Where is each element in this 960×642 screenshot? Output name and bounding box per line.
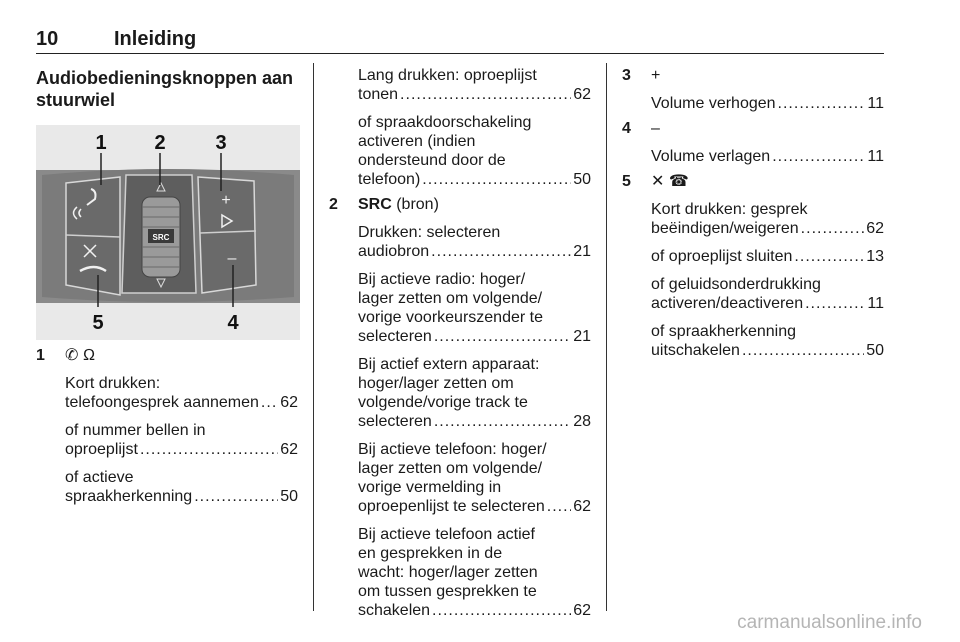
entry-reference-line bbox=[358, 412, 591, 431]
entry-line: wacht: hoger/lager zetten bbox=[358, 564, 538, 581]
legend-item bbox=[36, 346, 298, 506]
legend-item bbox=[622, 172, 884, 360]
legend-item bbox=[329, 195, 591, 620]
entry-text: selecteren bbox=[358, 413, 432, 430]
entry-text: telefoon) bbox=[358, 171, 421, 188]
page-reference: 50 bbox=[573, 171, 591, 188]
dot-leader bbox=[431, 242, 571, 261]
callout-4: 4 bbox=[227, 312, 239, 334]
callout-3: 3 bbox=[215, 132, 227, 154]
entry-line: Bij actief extern apparaat: bbox=[358, 356, 540, 373]
column-3 bbox=[622, 66, 884, 360]
dot-leader bbox=[434, 412, 571, 431]
page-reference: 50 bbox=[280, 488, 298, 505]
entry-line: ondersteund door de bbox=[358, 152, 506, 169]
item-heading-bold: SRC bbox=[358, 196, 392, 213]
entry-reference-line bbox=[651, 147, 884, 166]
item-symbol-icon: ✆ Ω bbox=[65, 347, 96, 364]
entry-reference-line bbox=[651, 219, 884, 238]
entry-line: of spraakdoorschakeling bbox=[358, 114, 532, 131]
dot-leader bbox=[794, 247, 864, 266]
entry-text: schakelen bbox=[358, 602, 431, 619]
description-entry bbox=[651, 322, 884, 360]
entry-line: of nummer bellen in bbox=[65, 422, 206, 439]
entry-line: Bij actieve telefoon: hoger/ bbox=[358, 441, 547, 458]
entry-text: oproeplijst bbox=[65, 441, 138, 458]
description-entry bbox=[651, 247, 884, 266]
dot-leader bbox=[434, 327, 571, 346]
entry-line: Bij actieve radio: hoger/ bbox=[358, 271, 526, 288]
dot-leader bbox=[547, 497, 571, 516]
description-entry bbox=[358, 270, 591, 346]
callout-5: 5 bbox=[92, 312, 104, 334]
entry-reference-line bbox=[65, 487, 298, 506]
legend-item bbox=[622, 66, 884, 113]
entry-reference-line bbox=[358, 242, 591, 261]
column-divider bbox=[606, 63, 607, 611]
entry-line: Lang drukken: oproeplijst bbox=[358, 67, 537, 84]
description-entry bbox=[358, 440, 591, 516]
entry-reference-line bbox=[651, 294, 884, 313]
entry-line: of spraakherkenning bbox=[651, 323, 796, 340]
dot-leader bbox=[778, 94, 866, 113]
entry-reference-line bbox=[358, 601, 591, 620]
callout-2: 2 bbox=[154, 132, 166, 154]
entry-line: Bij actieve telefoon actief bbox=[358, 526, 535, 543]
page-reference: 21 bbox=[573, 328, 591, 345]
description-entry bbox=[651, 147, 884, 166]
description-entry bbox=[65, 468, 298, 506]
description-entry bbox=[358, 525, 591, 620]
item-number: 3 bbox=[622, 67, 631, 84]
entry-line: of geluidsonderdrukking bbox=[651, 276, 821, 293]
item-heading-rest: (bron) bbox=[391, 196, 439, 213]
entry-reference-line bbox=[651, 247, 884, 266]
item-symbol-icon: + bbox=[651, 67, 661, 84]
item-number: 4 bbox=[622, 120, 631, 137]
page-reference: 21 bbox=[573, 243, 591, 260]
header-rule bbox=[36, 53, 884, 54]
column-2 bbox=[329, 66, 591, 620]
volume-up-symbol: + bbox=[221, 192, 231, 209]
item-symbol-icon: – bbox=[651, 120, 660, 137]
entry-reference-line bbox=[651, 94, 884, 113]
page-reference: 62 bbox=[573, 498, 591, 515]
item-number: 1 bbox=[36, 347, 45, 364]
entry-line: vorige vermelding in bbox=[358, 479, 502, 496]
dot-leader bbox=[140, 440, 278, 459]
section-title: Audiobedieningsknoppen aan stuurwiel bbox=[36, 68, 294, 110]
entry-text: beëindigen/weigeren bbox=[651, 220, 799, 237]
entry-line: hoger/lager zetten om bbox=[358, 375, 514, 392]
entry-line: en gesprekken in de bbox=[358, 545, 503, 562]
description-entry bbox=[65, 374, 298, 412]
dot-leader bbox=[772, 147, 865, 166]
dot-leader bbox=[194, 487, 278, 506]
entry-reference-line bbox=[358, 497, 591, 516]
entry-line: Drukken: selecteren bbox=[358, 224, 501, 241]
entry-line: volgende/vorige track te bbox=[358, 394, 528, 411]
chapter-title: Inleiding bbox=[114, 28, 197, 50]
entry-text: activeren/deactiveren bbox=[651, 295, 804, 312]
column-divider bbox=[313, 63, 314, 611]
page-number: 10 bbox=[36, 28, 59, 50]
entry-line: vorige voorkeurszender te bbox=[358, 309, 543, 326]
description-entry bbox=[651, 200, 884, 238]
description-entry bbox=[651, 94, 884, 113]
entry-reference-line bbox=[358, 327, 591, 346]
page-reference: 62 bbox=[573, 602, 591, 619]
page-header bbox=[36, 28, 884, 52]
description-entry bbox=[358, 113, 591, 189]
entry-text: spraakherkenning bbox=[65, 488, 193, 505]
dot-leader bbox=[805, 294, 865, 313]
volume-down-symbol: – bbox=[227, 250, 237, 267]
watermark: carmanualsonline.info bbox=[737, 612, 922, 633]
item-number: 2 bbox=[329, 196, 338, 213]
entry-text: Volume verlagen bbox=[651, 148, 771, 165]
entry-line: Kort drukken: bbox=[65, 375, 161, 392]
entry-line: om tussen gesprekken te bbox=[358, 583, 537, 600]
dot-leader bbox=[432, 601, 571, 620]
entry-text: of oproeplijst sluiten bbox=[651, 248, 793, 265]
dot-leader bbox=[261, 393, 278, 412]
dot-leader bbox=[400, 85, 571, 104]
entry-text: telefoongesprek aannemen bbox=[65, 394, 259, 411]
page-reference: 62 bbox=[280, 441, 298, 458]
entry-line: lager zetten om volgende/ bbox=[358, 460, 543, 477]
description-entry bbox=[651, 275, 884, 313]
description-entry bbox=[358, 355, 591, 431]
callout-1: 1 bbox=[95, 132, 107, 154]
dot-leader bbox=[801, 219, 865, 238]
entry-text: uitschakelen bbox=[651, 342, 740, 359]
dot-leader bbox=[742, 341, 864, 360]
column-1 bbox=[36, 346, 298, 506]
description-entry bbox=[358, 66, 591, 104]
page-reference: 11 bbox=[867, 95, 884, 112]
entry-text: tonen bbox=[358, 86, 399, 103]
src-button-label: SRC bbox=[152, 233, 170, 242]
dot-leader bbox=[422, 170, 571, 189]
entry-reference-line bbox=[358, 170, 591, 189]
page-reference: 62 bbox=[280, 394, 298, 411]
entry-text: Volume verhogen bbox=[651, 95, 776, 112]
page-reference: 62 bbox=[573, 86, 591, 103]
legend-item bbox=[329, 66, 591, 189]
entry-reference-line bbox=[65, 393, 298, 412]
page-reference: 50 bbox=[866, 342, 884, 359]
entry-text: oproepenlijst te selecteren bbox=[358, 498, 545, 515]
steering-wheel-controls-figure bbox=[36, 125, 300, 340]
entry-line: of actieve bbox=[65, 469, 134, 486]
page-reference: 11 bbox=[867, 148, 884, 165]
entry-line: lager zetten om volgende/ bbox=[358, 290, 543, 307]
entry-text: audiobron bbox=[358, 243, 430, 260]
entry-reference-line bbox=[65, 440, 298, 459]
entry-line: Kort drukken: gesprek bbox=[651, 201, 808, 218]
page-reference: 11 bbox=[867, 295, 884, 312]
description-entry bbox=[358, 223, 591, 261]
entry-reference-line bbox=[651, 341, 884, 360]
description-entry bbox=[65, 421, 298, 459]
item-heading bbox=[358, 195, 591, 214]
page-reference: 62 bbox=[866, 220, 884, 237]
entry-line: activeren (indien bbox=[358, 133, 476, 150]
item-symbol-icon: ✕ ☎ bbox=[651, 173, 689, 190]
entry-text: selecteren bbox=[358, 328, 432, 345]
legend-item bbox=[622, 119, 884, 166]
item-number: 5 bbox=[622, 173, 631, 190]
entry-reference-line bbox=[358, 85, 591, 104]
page-reference: 13 bbox=[866, 248, 884, 265]
page-reference: 28 bbox=[573, 413, 591, 430]
